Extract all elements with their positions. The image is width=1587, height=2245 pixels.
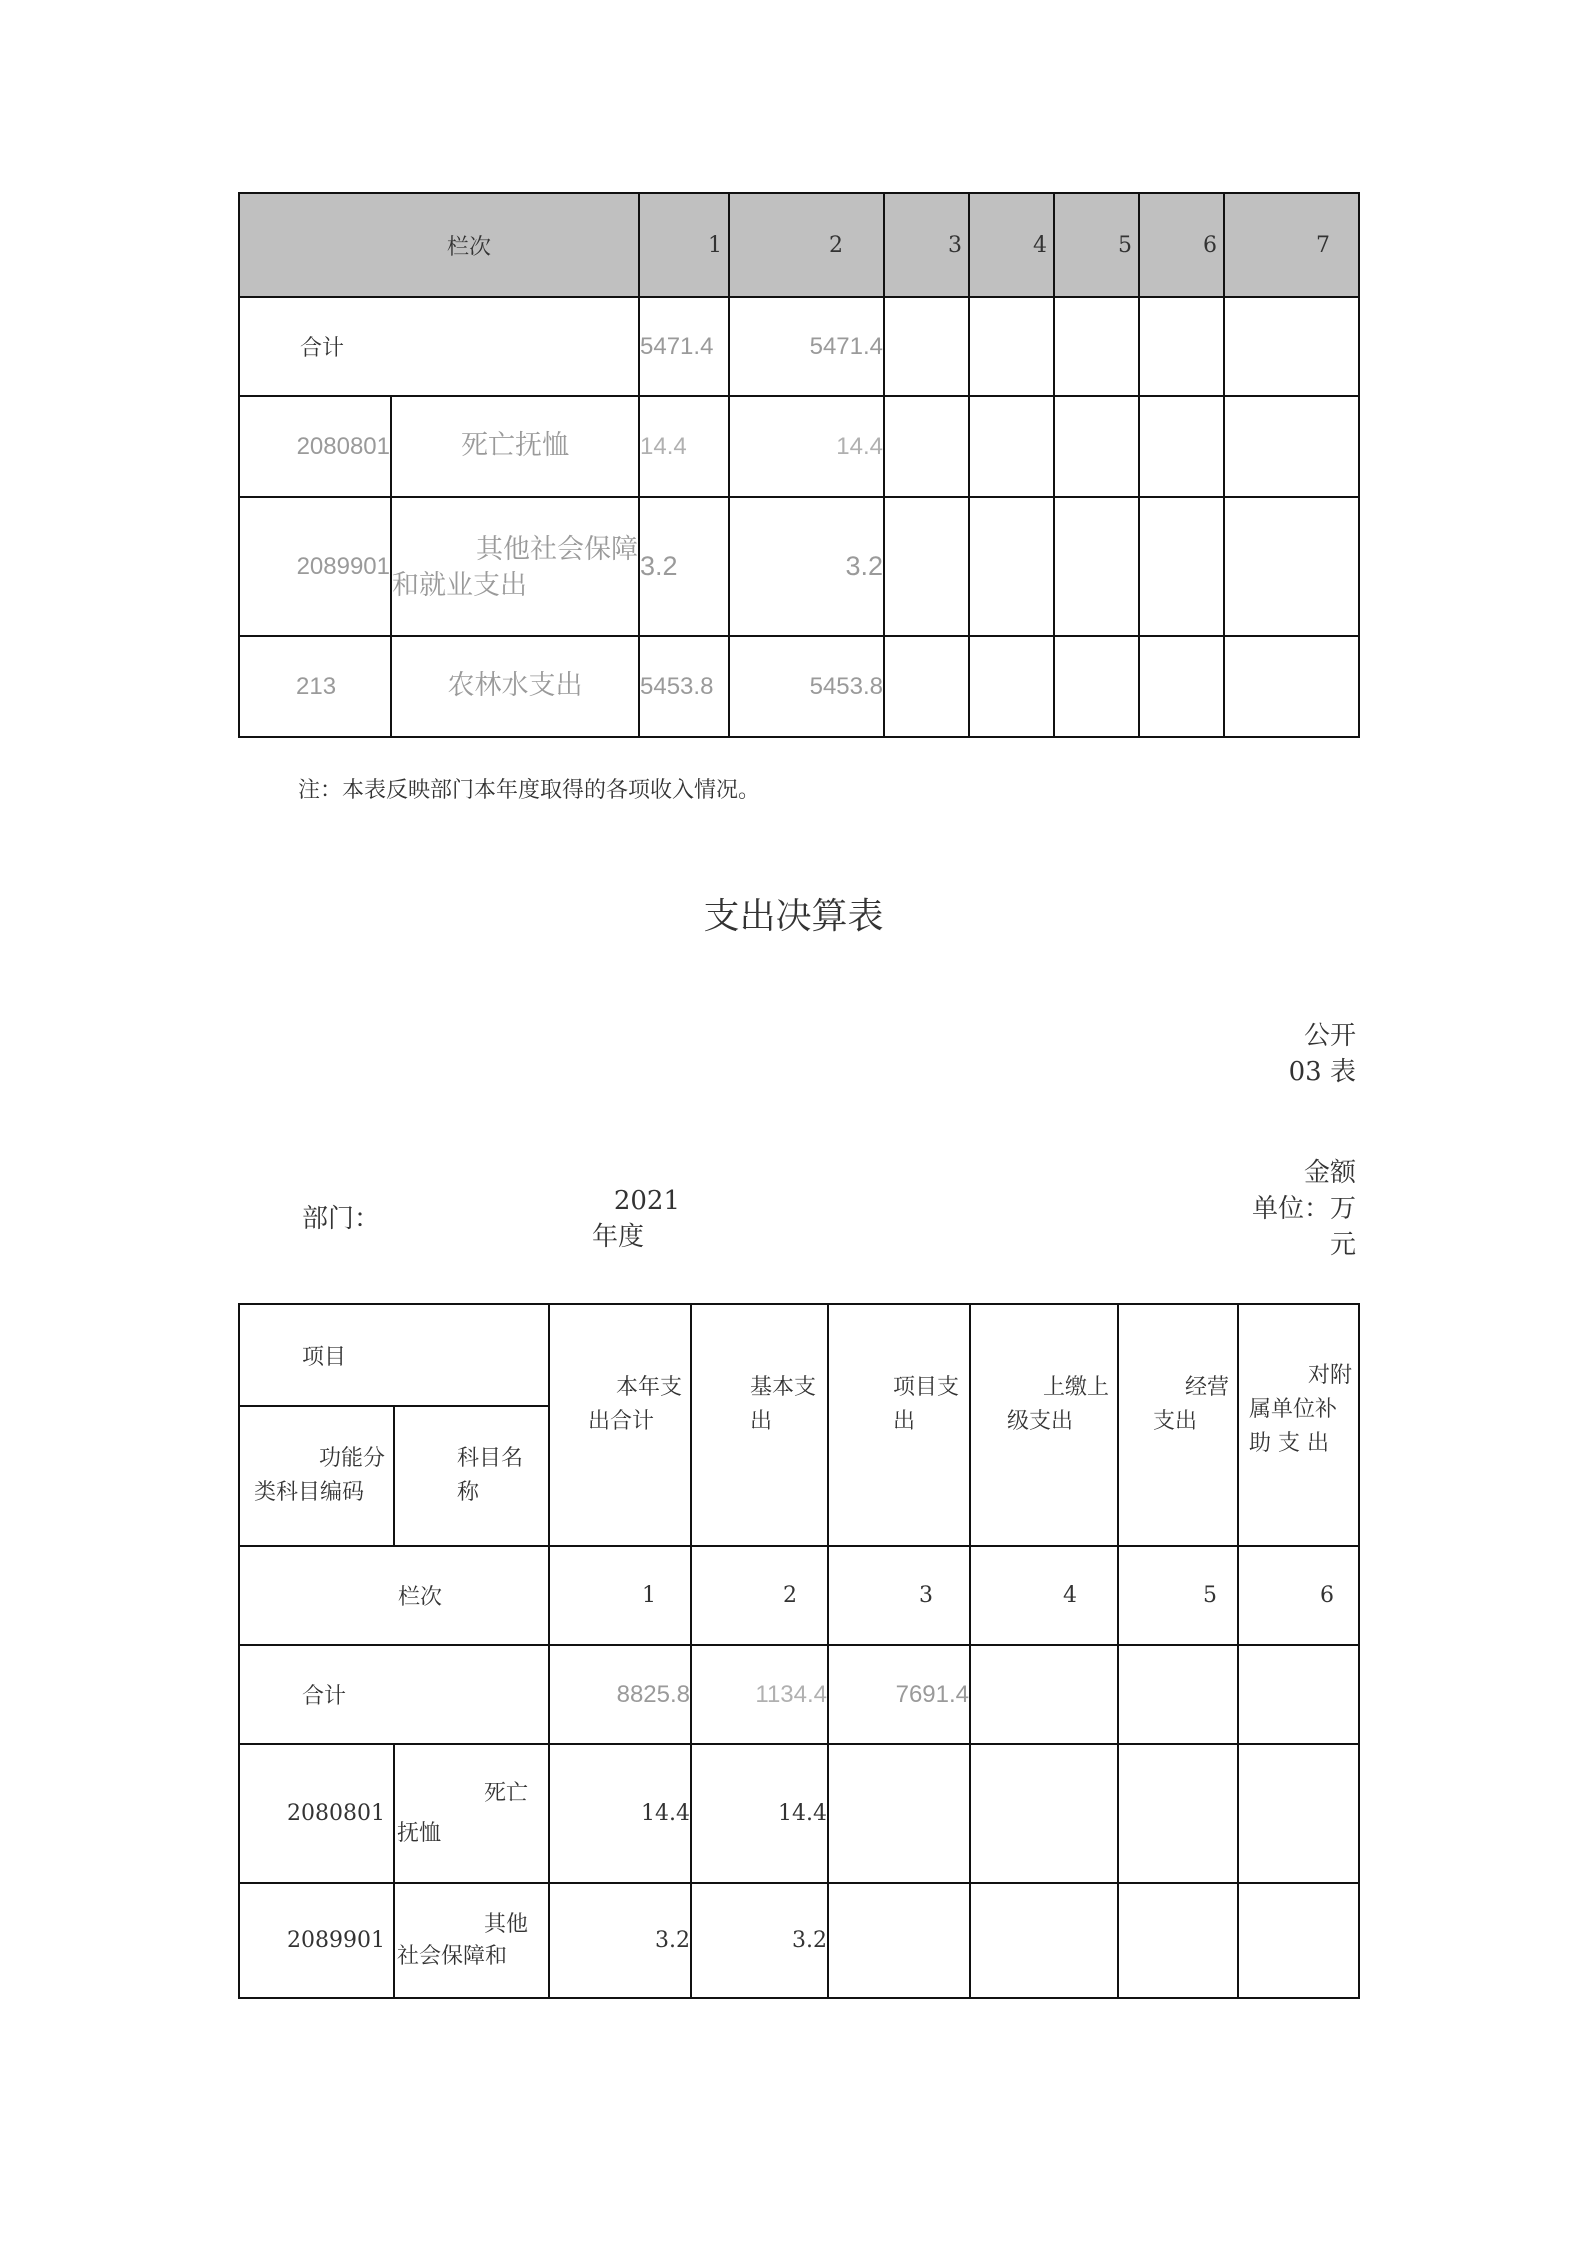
column-header-line: 对附 [1308, 1363, 1353, 1388]
col-index: 3 [828, 1546, 970, 1645]
column-header-line: 助 支 出 [1249, 1431, 1330, 1456]
row-code: 2080801 [239, 1744, 394, 1883]
row-name: 死亡抚恤 [391, 396, 639, 497]
column-header [1238, 1304, 1359, 1546]
col-index: 3 [884, 193, 969, 297]
cell-value: 5453.8 [729, 636, 884, 737]
table-row [239, 497, 1359, 636]
total-label: 合计 [239, 1645, 549, 1744]
column-header-line: 上缴上 [1043, 1375, 1110, 1400]
cell-value: 8825.8 [549, 1645, 691, 1744]
name-header [394, 1406, 549, 1546]
col-index: 5 [1118, 1546, 1238, 1645]
expense-table [238, 1303, 1360, 1999]
year-line: 2021 [613, 1186, 680, 1216]
col-index: 2 [729, 193, 884, 297]
table-row [239, 636, 1359, 737]
year-label [580, 1183, 680, 1255]
income-table [238, 192, 1360, 738]
column-header-line: 出合计 [588, 1409, 655, 1434]
name-header-line: 科目名 [457, 1446, 524, 1471]
column-header-line: 出 [750, 1409, 773, 1434]
col-index: 6 [1139, 193, 1224, 297]
code-header [239, 1406, 394, 1546]
column-header-line: 基本支 [750, 1375, 817, 1400]
row-name-line: 社会保障和 [397, 1943, 508, 1969]
header-item: 项目 [239, 1304, 549, 1406]
table-number-line: 03 表 [1288, 1057, 1356, 1087]
code-header-line: 类科目编码 [254, 1480, 365, 1505]
row-name [394, 1883, 549, 1998]
cell-value: 14.4 [691, 1744, 828, 1883]
header-label: 栏次 [239, 193, 639, 297]
column-header-line: 属单位补 [1249, 1397, 1338, 1422]
cell-value: 5453.8 [639, 636, 729, 737]
cell-value: 5471.4 [729, 297, 884, 396]
column-header [828, 1304, 970, 1546]
row-name [394, 1744, 549, 1883]
col-index: 2 [691, 1546, 828, 1645]
cell-value: 3.2 [639, 497, 729, 636]
unit-line: 金额 [1303, 1158, 1356, 1188]
col-index: 7 [1224, 193, 1359, 297]
table-number [1250, 1018, 1356, 1090]
code-header-line: 功能分 [318, 1446, 385, 1471]
unit-line: 元 [1329, 1230, 1356, 1260]
index-row [239, 1546, 1359, 1645]
row-name-line: 死亡 [484, 1780, 529, 1806]
col-index: 6 [1238, 1546, 1359, 1645]
row-name-line: 和就业支出 [392, 569, 527, 600]
column-header-line: 出 [893, 1409, 916, 1434]
column-header [549, 1304, 691, 1546]
col-index: 4 [969, 193, 1054, 297]
col-index: 4 [970, 1546, 1118, 1645]
table-note: 注：本表反映部门本年度取得的各项收入情况。 [298, 778, 761, 803]
column-header-line: 支出 [1153, 1409, 1198, 1434]
row-code: 2089901 [239, 497, 391, 636]
row-code: 2089901 [239, 1883, 394, 1998]
cell-value: 14.4 [729, 396, 884, 497]
header-row [239, 1304, 1359, 1406]
row-name-line: 其他社会保障 [476, 533, 639, 564]
name-header-line: 称 [457, 1480, 480, 1505]
table-row [239, 1883, 1359, 1998]
column-header-line: 级支出 [1007, 1409, 1074, 1434]
unit-line: 单位：万 [1251, 1194, 1356, 1224]
column-header-line: 项目支 [893, 1375, 960, 1400]
row-name-line: 抚恤 [397, 1820, 442, 1846]
total-row [239, 297, 1359, 396]
year-line: 年度 [592, 1222, 645, 1252]
page-title: 支出决算表 [703, 896, 884, 937]
header-row [239, 193, 1359, 297]
cell-value: 3.2 [729, 497, 884, 636]
cell-value: 5471.4 [639, 297, 729, 396]
cell-value: 1134.4 [691, 1645, 828, 1744]
column-header [970, 1304, 1118, 1546]
unit-label [1200, 1155, 1356, 1263]
cell-value: 3.2 [549, 1883, 691, 1998]
column-header-line: 经营 [1185, 1375, 1230, 1400]
cell-value: 3.2 [691, 1883, 828, 1998]
table-number-line: 公开 [1303, 1021, 1356, 1051]
total-row [239, 1645, 1359, 1744]
row-code: 213 [239, 636, 391, 737]
cell-value: 14.4 [639, 396, 729, 497]
col-index: 5 [1054, 193, 1139, 297]
department-label: 部门： [302, 1204, 381, 1234]
total-label: 合计 [239, 297, 639, 396]
cell-value: 7691.4 [828, 1645, 970, 1744]
col-index: 1 [639, 193, 729, 297]
row-code: 2080801 [239, 396, 391, 497]
table-row [239, 396, 1359, 497]
column-header-line: 本年支 [616, 1375, 683, 1400]
column-header [1118, 1304, 1238, 1546]
row-name [391, 497, 639, 636]
column-header [691, 1304, 828, 1546]
index-label: 栏次 [239, 1546, 549, 1645]
cell-value: 14.4 [549, 1744, 691, 1883]
row-name-line: 其他 [484, 1911, 529, 1937]
table-row [239, 1744, 1359, 1883]
col-index: 1 [549, 1546, 691, 1645]
row-name: 农林水支出 [391, 636, 639, 737]
